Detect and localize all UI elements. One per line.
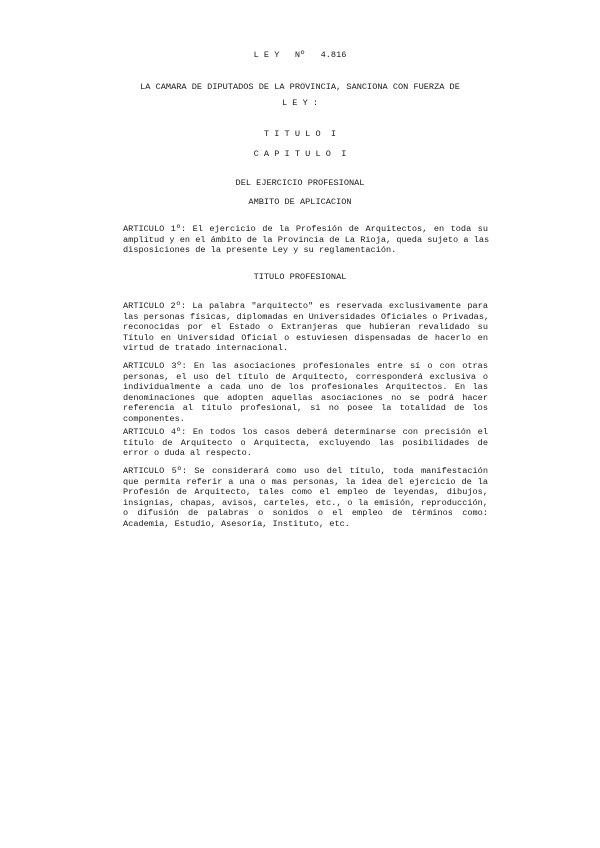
article-line: individualmente a cada uno de los profesionales Arquitectos. En las — [123, 382, 488, 393]
article-line: título de Arquitecto o Arquitecta, excluyendo las posibilidades de — [123, 437, 488, 448]
article-line: virtud de tratado internacional. — [123, 343, 289, 354]
article-line: las personas físicas, diplomadas en Universidades Oficiales o Privadas, — [123, 311, 490, 322]
article-line: ARTICULO 4º: En todos los casos deberá determinarse con precisión el — [123, 427, 488, 437]
article-line: denominaciones que adopten aquellas asociaciones no se podrá hacer — [123, 392, 488, 403]
enactment-line: LA CAMARA DE DIPUTADOS DE LA PROVINCIA, SANCIONA CON FUERZA DE — [140, 82, 460, 92]
article-1 — [123, 224, 488, 256]
article-line: reconocidas por el Estado o Extranjeras que hubieran revalidado su — [123, 322, 488, 333]
ley-heading: L E Y : — [281, 98, 319, 108]
capitulo-heading: C A P I T U L O I — [253, 149, 347, 159]
section-ejercicio-profesional: DEL EJERCICIO PROFESIONAL — [235, 178, 365, 188]
article-line: que permita referir a una o mas personas, la idea del ejercicio de la — [123, 476, 488, 487]
law-title: L E Y Nº 4.816 — [253, 50, 347, 60]
article-2 — [123, 301, 488, 354]
section-titulo-profesional: TITULO PROFESIONAL — [253, 272, 347, 282]
article-line: Título en Universidad Oficial o estuviesen dispensadas de hacerlo en — [123, 332, 488, 343]
article-line: personas, el uso del título de Arquitecto, corresponderá exclusiva o — [123, 371, 488, 382]
article-4 — [123, 427, 488, 459]
article-line: ARTICULO 3º: En las asociaciones profesionales entre sí o con otras — [123, 361, 488, 371]
article-line: insignias, chapas, avisos, carteles, etc., o la emisión, reproducción, — [123, 497, 488, 508]
article-line: ARTICULO 5º: Se considerará como uso del título, toda manifestación — [123, 466, 488, 476]
article-line: referencia al título profesional, si no posee la totalidad de los — [123, 403, 488, 414]
titulo-heading: T I T U L O I — [263, 129, 337, 139]
article-line: componentes. — [123, 413, 185, 424]
article-line: Academia, Estudio, Asesoría, Instituto, etc. — [123, 518, 350, 529]
article-line: amplitud y en el ámbito de la Provincia de La Rioja, queda sujeto a las — [123, 234, 490, 245]
section-ambito-aplicacion: AMBITO DE APLICACION — [248, 197, 352, 207]
article-line: ARTICULO 1º: El ejercicio de la Profesión de Arquitectos, en toda su — [123, 224, 488, 234]
article-5 — [123, 466, 488, 530]
article-line: disposiciones de la presente Ley y su reglamentación. — [123, 245, 397, 256]
article-3 — [123, 361, 488, 425]
article-line: Profesión de Arquitecto, tales como el empleo de leyendas, dibujos, — [123, 487, 488, 498]
article-line: ARTICULO 2º: La palabra "arquitecto" es reservada exclusivamente para — [123, 301, 488, 311]
article-line: o difusión de palabras o sonidos o el empleo de términos como: — [123, 508, 488, 519]
article-line: error o duda al respecto. — [123, 448, 252, 459]
